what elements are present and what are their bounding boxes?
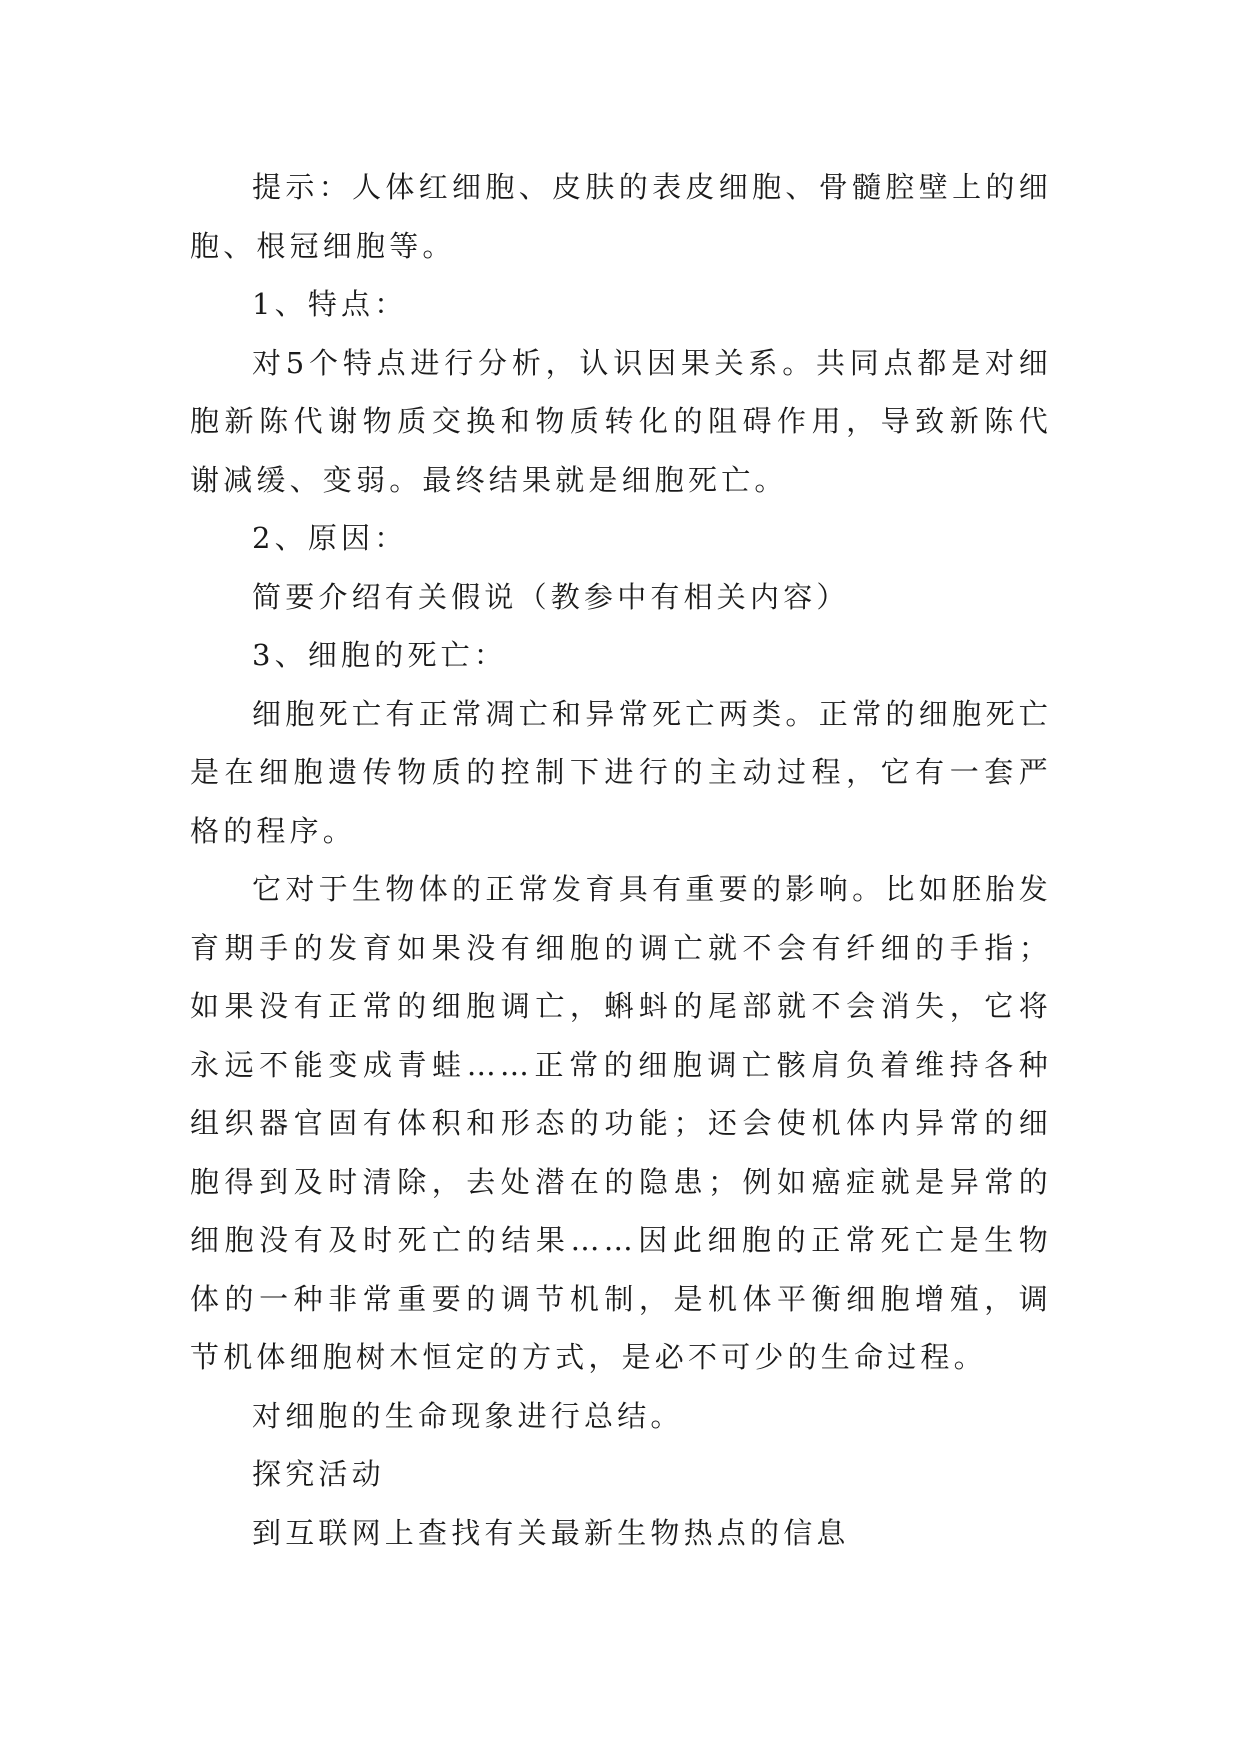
- cell-death-paragraph: 细胞死亡有正常凋亡和异常死亡两类。正常的细胞死亡是在细胞遗传物质的控制下进行的主动过程，它有一套严格的程序。: [190, 696, 1052, 848]
- causes-paragraph: 简要介绍有关假说（教参中有相关内容）: [252, 579, 850, 614]
- document-page: [190, 158, 1052, 1562]
- significance-paragraph: 它对于生物体的正常发育具有重要的影响。比如胚胎发育期手的发育如果没有细胞的调亡就不会有纤细的手指；如果没有正常的细胞调亡，蝌蚪的尾部就不会消失，它将永远不能变成青蛙……正常的细胞调亡骸肩负着维持各种组织器官固有体积和形态的功能；还会使机体内异常的细胞得到及时清除，去处潜在的隐患；例如癌症就是异常的细胞没有及时死亡的结果……因此细胞的正常死亡是生物体的一种非常重要的调节机制，是机体平衡细胞增殖，调节机体细胞树木恒定的方式，是必不可少的生命过程。: [190, 872, 1052, 1374]
- summary-paragraph: 对细胞的生命现象进行总结。: [252, 1398, 684, 1433]
- heading-features: 1、特点：: [252, 287, 408, 321]
- inquiry-paragraph: 到互联网上查找有关最新生物热点的信息: [252, 1515, 850, 1550]
- heading-cell-death: 3、细胞的死亡：: [252, 638, 508, 672]
- hint-paragraph: 提示：人体红细胞、皮肤的表皮细胞、骨髓腔壁上的细胞、根冠细胞等。: [190, 170, 1052, 263]
- features-paragraph: 对5个特点进行分析，认识因果关系。共同点都是对细胞新陈代谢物质交换和物质转化的阻碍作用，导致新陈代谢减缓、变弱。最终结果就是细胞死亡。: [190, 345, 1052, 497]
- heading-inquiry-activity: 探究活动: [252, 1457, 385, 1491]
- heading-causes: 2、原因：: [252, 521, 408, 555]
